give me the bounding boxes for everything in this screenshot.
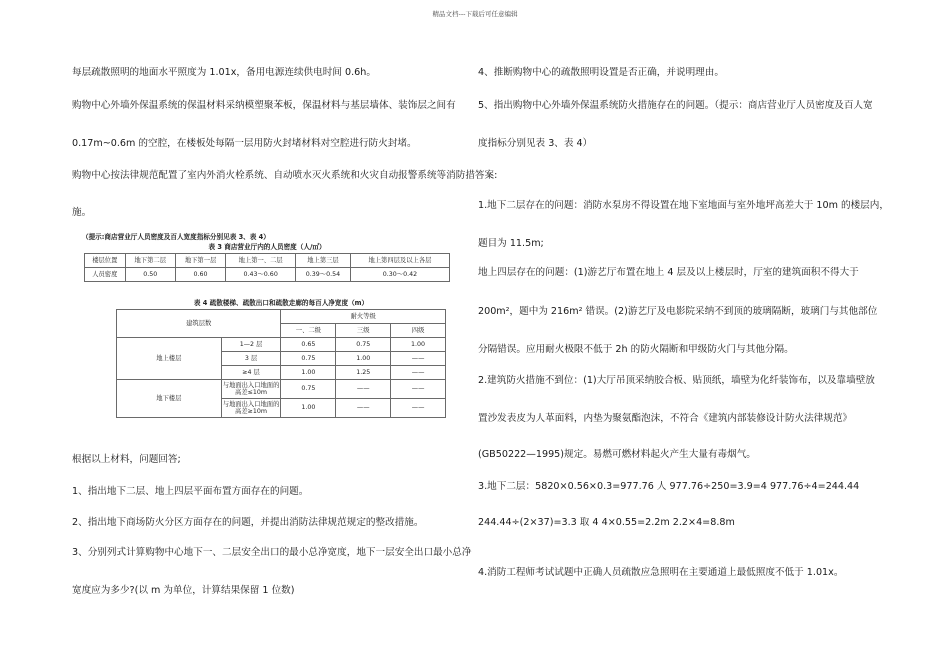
question-4: 4、推断购物中心的疏散照明设置是否正确，并说明理由。 <box>478 67 724 78</box>
answer-3: 3.地下二层：5820×0.56×0.3=977.76 人 977.76÷250=3.9=4 977.76÷4=244.44 <box>478 481 860 492</box>
table-cell: —— <box>336 380 391 399</box>
question-2: 2、指出地下商场防火分区方面存在的问题，并提出消防法律规范规定的整改措施。 <box>72 517 424 528</box>
table3-caption: 表 3 商店营业厅内的人员密度（人/㎡） <box>208 243 326 251</box>
table-cell: 0.60 <box>175 268 225 282</box>
table-hint: （提示:商店营业厅人员密度及百人宽度指标分别见表 3、表 4） <box>82 233 270 241</box>
table-row <box>85 268 450 282</box>
table-cell: 0.75 <box>281 380 336 399</box>
table-row-label: 人员密度 <box>85 268 126 282</box>
answer-2: 2.建筑防火措施不到位：(1)大厅吊顶采纳胶合板、贴顶纸，墙壁为化纤装饰布，以及靠墙壁放 <box>478 375 875 386</box>
table3-population-density <box>84 253 450 282</box>
table-cell: 1.00 <box>336 352 391 366</box>
paragraph-cavity: 0.17m~0.6m 的空腔，在楼板处每隔一层用防火封堵材料对空腔进行防火封堵。 <box>72 138 417 149</box>
answer-3-line2: 244.44÷(2×37)=3.3 取 4 4×0.55=2.2m 2.2×4=8.8m <box>478 517 735 528</box>
table-row-label: 1—2 层 <box>221 338 281 352</box>
table-header-cell: 楼层位置 <box>85 254 126 268</box>
table-group-label: 地上楼层 <box>117 338 222 380</box>
answer-1-line2: 题目为 11.5m; <box>478 238 544 249</box>
table-header-row <box>117 310 446 324</box>
table-header-cell: 耐火等级 <box>281 310 446 324</box>
table-header-cell: 地上第四层及以上各层 <box>350 254 449 268</box>
table-cell: 0.30～0.42 <box>350 268 449 282</box>
table-cell: —— <box>391 366 446 380</box>
table-cell: 0.75 <box>281 352 336 366</box>
table-cell: 1.00 <box>281 366 336 380</box>
table4-evacuation-width <box>116 309 446 418</box>
question-3-cont: 宽度应为多少?(以 m 为单位，计算结果保留 1 位数) <box>72 585 295 596</box>
table-cell: —— <box>391 380 446 399</box>
table-row-label: ≥4 层 <box>221 366 281 380</box>
page-header: 精品文档---下载后可任意编辑 <box>432 10 518 18</box>
table-header-cell: 四级 <box>391 324 446 338</box>
answer-1: 1.地下二层存在的问题：消防水泵房不得设置在地下室地面与室外地坪高差大于 10m 的楼层内， <box>478 200 889 211</box>
table-header-cell: 一、二级 <box>281 324 336 338</box>
table-cell: 0.75 <box>336 338 391 352</box>
answer-4: 4.消防工程师考试试题中正确人员疏散应急照明在主要通道上最低照度不低于 1.01x。 <box>478 567 844 578</box>
table-header-cell: 地上第三层 <box>296 254 351 268</box>
answer-1-line5: 分隔错误。应用耐火极限不低于 2h 的防火隔断和甲级防火门与其他分隔。 <box>478 344 794 355</box>
table-cell: 1.00 <box>391 338 446 352</box>
table-header-cell: 地上第一、二层 <box>226 254 296 268</box>
table-cell: 0.65 <box>281 338 336 352</box>
table-cell: 0.39～0.54 <box>296 268 351 282</box>
table-cell: 0.43～0.60 <box>226 268 296 282</box>
table-cell: —— <box>336 399 391 418</box>
table-cell: —— <box>391 399 446 418</box>
table-cell: 0.50 <box>125 268 175 282</box>
table-header-cell: 地下第二层 <box>125 254 175 268</box>
paragraph-illumination: 每层疏散照明的地面水平照度为 1.01x，备用电源连续供电时间 0.6h。 <box>72 67 376 78</box>
question-5-cont: 度指标分别见表 3、表 4） <box>478 138 593 149</box>
table-row-label: 与地面出入口地面的高差≥10m <box>221 399 281 418</box>
table-header-cell: 三级 <box>336 324 391 338</box>
paragraph-fire-systems: 购物中心按法律规范配置了室内外消火栓系统、自动喷水灭火系统和火灾自动报警系统等消防措答案: <box>72 170 498 181</box>
table-row <box>117 338 446 352</box>
paragraph-answer-intro: 根据以上材料，问题回答; <box>72 454 181 465</box>
paragraph-insulation: 购物中心外墙外保温系统的保温材料采纳模塑聚苯板，保温材料与基层墙体、装饰层之间有 <box>72 100 456 111</box>
table4-caption: 表 4 疏散楼梯、疏散出口和疏散走廊的每百人净宽度（m） <box>193 299 369 307</box>
answer-2-line3: (GB50222—1995)规定。易燃可燃材料起火产生大量有毒烟气。 <box>478 449 756 460</box>
table-row-label: 与地面出入口地面的高差≤10m <box>221 380 281 399</box>
table-header-cell: 地下第一层 <box>175 254 225 268</box>
table-corner-cell: 建筑层数 <box>117 310 281 338</box>
answer-1-line3: 地上四层存在的问题：(1)游艺厅布置在地上 4 层及以上楼层时，厅室的建筑面积不得大于 <box>478 267 859 278</box>
table-cell: —— <box>391 352 446 366</box>
table-header-row <box>85 254 450 268</box>
table-cell: 1.00 <box>281 399 336 418</box>
question-3: 3、分别列式计算购物中心地下一、二层安全出口的最小总净宽度，地下一层安全出口最小总净 <box>72 547 472 558</box>
answer-1-line4: 200m²，题中为 216m² 错误。(2)游艺厅及电影院采纳不到顶的玻璃隔断，玻璃门与其他部位 <box>478 306 878 317</box>
answer-2-line2: 置沙发表皮为人革面料，内垫为聚氨酯泡沫，不符合《建筑内部装修设计防火法律规范》 <box>478 413 853 424</box>
table-row <box>117 380 446 399</box>
table-cell: 1.25 <box>336 366 391 380</box>
question-1: 1、指出地下二层、地上四层平面布置方面存在的问题。 <box>72 486 309 497</box>
question-5: 5、指出购物中心外墙外保温系统防火措施存在的问题。（提示：商店营业厅人员密度及百人宽 <box>478 100 873 111</box>
table-group-label: 地下楼层 <box>117 380 222 418</box>
table-row-label: 3 层 <box>221 352 281 366</box>
paragraph-fire-systems-cont: 施。 <box>72 207 92 218</box>
